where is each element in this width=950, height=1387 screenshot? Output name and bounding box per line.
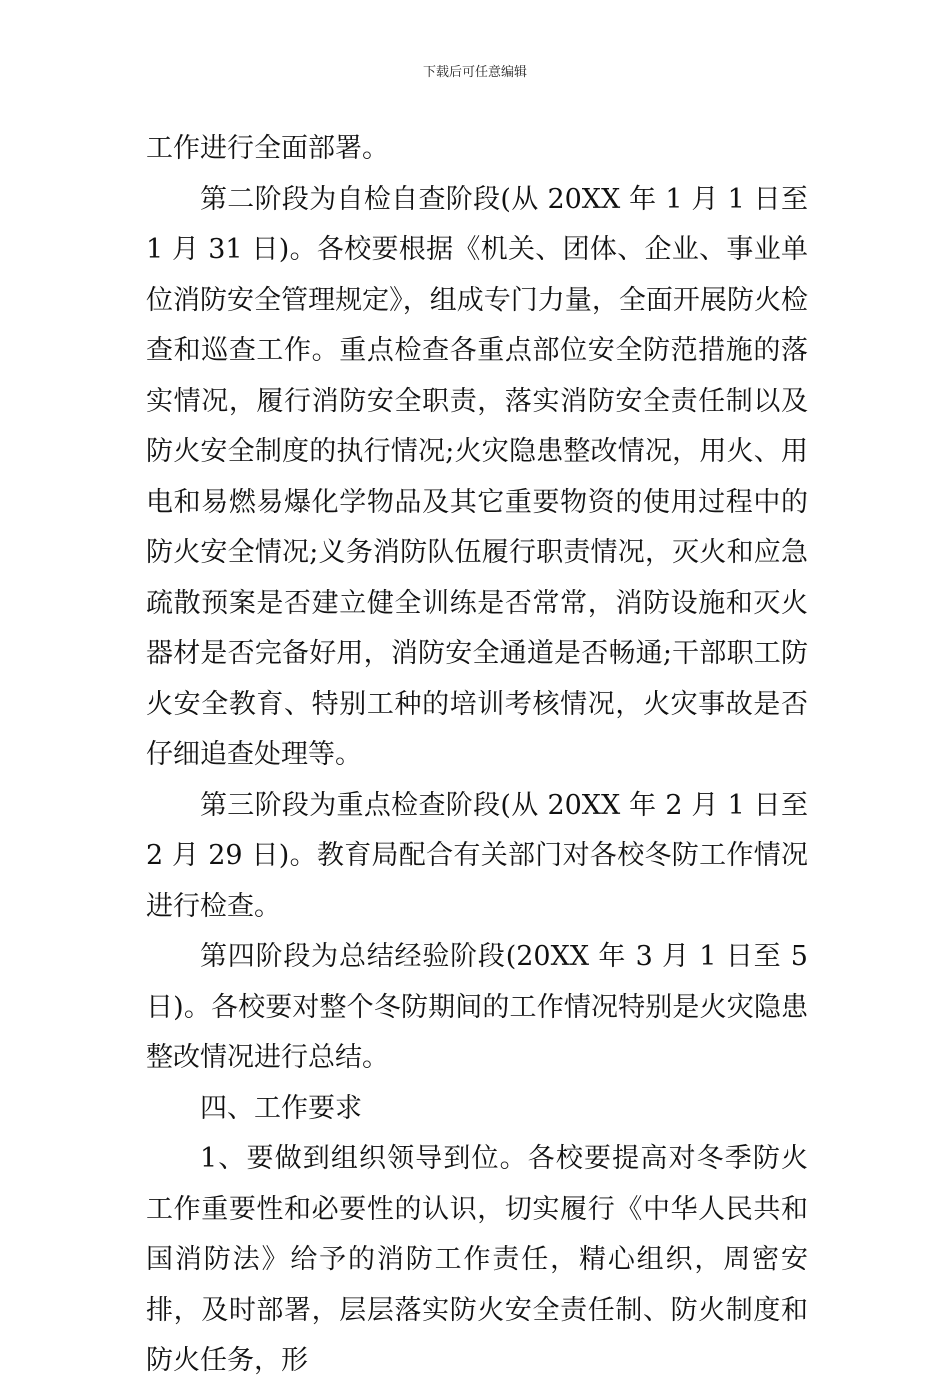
page-header: 下载后可任意编辑	[422, 65, 527, 80]
document-body	[146, 124, 808, 1387]
paragraph-continuation: 工作进行全面部署。	[146, 133, 389, 164]
section-heading-requirements: 四、工作要求	[200, 1092, 362, 1124]
paragraph-requirement-one: 1、要做到组织领导到位。各校要提高对冬季防火工作重要性和必要性的认识，切实履行《中华人民共和国消防法》给予的消防工作责任，精心组织，周密安排，及时部署，层层落实防火安全责任制、防火制度和防火任务，形	[146, 1143, 808, 1376]
paragraph-stage-two: 第二阶段为自检自查阶段(从 20XX 年 1 月 1 日至 1 月 31 日)。各校要根据《机关、团体、企业、事业单位消防安全管理规定》，组成专门力量，全面开展防火检查和巡查工作。重点检查各重点部位安全防范措施的落实情况，履行消防安全职责，落实消防安全责任制以及防火安全制度的执行情况;火灾隐患整改情况，用火、用电和易燃易爆化学物品及其它重要物资的使用过程中的防火安全情况;义务消防队伍履行职责情况，灭火和应急疏散预案是否建立健全训练是否常常，消防设施和灭火器材是否完备好用，消防安全通道是否畅通;干部职工防火安全教育、特别工种的培训考核情况，火灾事故是否仔细追查处理等。	[146, 183, 808, 770]
paragraph-stage-three: 第三阶段为重点检查阶段(从 20XX 年 2 月 1 日至 2 月 29 日)。教育局配合有关部门对各校冬防工作情况进行检查。	[146, 789, 808, 922]
paragraph-stage-four: 第四阶段为总结经验阶段(20XX 年 3 月 1 日至 5 日)。各校要对整个冬防期间的工作情况特别是火灾隐患整改情况进行总结。	[146, 941, 808, 1073]
